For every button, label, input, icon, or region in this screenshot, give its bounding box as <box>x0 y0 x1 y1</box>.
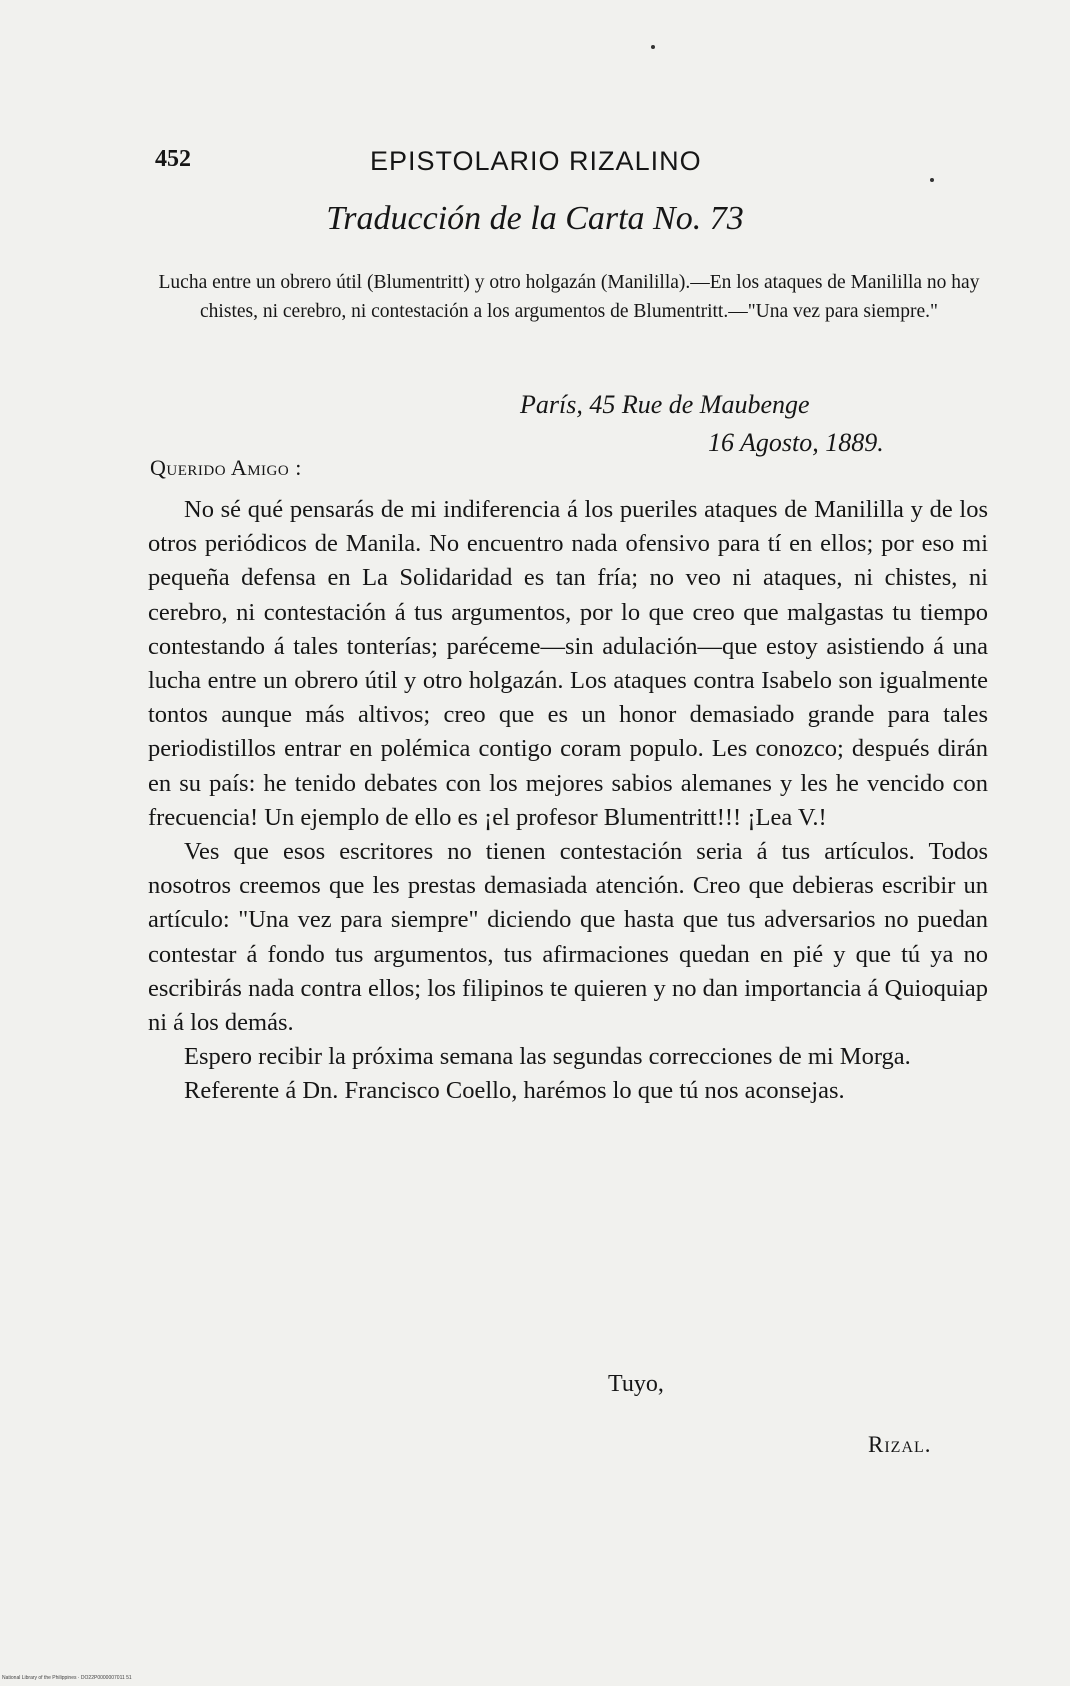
running-title: EPISTOLARIO RIZALINO <box>370 146 702 176</box>
archive-footer: National Library of the Philippines · DO22P0000007011 51 <box>2 1675 132 1681</box>
letter-paragraph: Espero recibir la próxima semana las segundas correcciones de mi Morga. <box>184 1043 911 1071</box>
letter-date: 16 Agosto, 1889. <box>708 428 884 457</box>
letter-paragraph: Referente á Dn. Francisco Coello, harémos lo que tú nos aconsejas. <box>184 1077 845 1105</box>
salutation: Querido Amigo : <box>150 455 302 480</box>
page-number: 452 <box>155 146 191 172</box>
dust-speck <box>651 45 655 49</box>
letter-summary: Lucha entre un obrero útil (Blumentritt) y otro holgazán (Manililla).—En los ataques de Manililla no hay chistes, ni cerebro, ni contestación a los argumentos de Blumentritt.—"Una vez para siempre." <box>158 272 980 322</box>
letter-body <box>148 493 988 1109</box>
letter-paragraph: No sé qué pensarás de mi indiferencia á los pueriles ataques de Manililla y de los otros periódicos de Manila. No encuentro nada ofensivo para tí en ellos; por eso mi pequeña defensa en La Solidaridad es tan fría; no veo ni ataques, ni chistes, ni cerebro, ni contestación á tus argumentos, por lo que creo que malgastas tu tiempo contestando á tales tonterías; paréceme—sin adulación—que estoy asistiendo á una lucha entre un obrero útil y otro holgazán. Los ataques contra Isabelo son igualmente tontos aunque más altivos; creo que es un honor demasiado grande para tales periodistillos entrar en polémica contigo coram populo. Les conozco; después dirán en su país: he tenido debates con los mejores sabios alemanes y les he vencido con frecuencia! Un ejemplo de ello es ¡el profesor Blumentritt!!! ¡Lea V.! <box>148 496 988 831</box>
closing: Tuyo, <box>608 1371 664 1397</box>
page-header <box>155 146 985 186</box>
translation-title: Traducción de la Carta No. 73 <box>326 200 744 237</box>
signature: Rizal. <box>868 1432 932 1457</box>
letter-paragraph: Ves que esos escritores no tienen contestación seria á tus artículos. Todos nosotros creemos que les prestas demasiada atención. Creo que debieras escribir un artículo: "Una vez para siempre" diciendo que hasta que tus adversarios no puedan contestar á fondo tus argumentos, tus afirmaciones quedan en pié y que tú ya no escribirás nada contra ellos; los filipinos te quieren y no dan importancia á Quioquiap ni á los demás. <box>148 838 988 1037</box>
letter-place: París, 45 Rue de Maubenge <box>520 390 810 419</box>
